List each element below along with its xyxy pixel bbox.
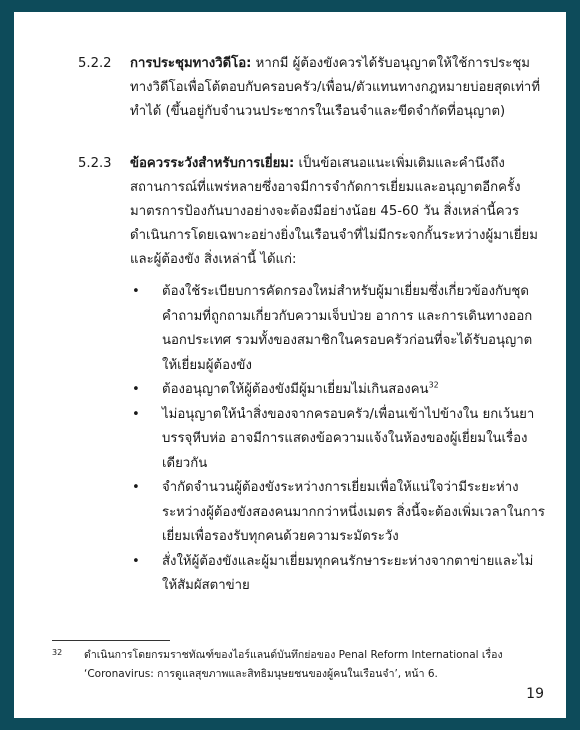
section-number: 5.2.3 [78,156,112,171]
section-text: เป็นข้อเสนอแนะเพิ่มเติมและคำนึงถึงสถานการณ์ที่แพร่หลายซึ่งอาจมีการจำกัดการเยี่ยมและอนุญาตอีกครั้ง มาตรการป้องกันบางอย่างจะต้องมีอย่างน้อย 45-60 วัน สิ่งเหล่านี้ควรดำเนินการโดยเฉพาะอย่างยิ่งในเรือนจำที่ไม่มีกระจกกั้นระหว่างผู้มาเยี่ยมและผู้ต้องขัง สิ่งเหล่านี้ ได้แก่: [130,156,538,267]
footnote [52,646,548,684]
section-text: หากมี ผู้ต้องขังควรได้รับอนุญาตให้ใช้การประชุมทางวิดีโอเพื่อโต้ตอบกับครอบครัว/เพื่อน/ตัวแทนทางกฎหมายบ่อยสุดเท่าที่ทำได้ (ขึ้นอยู่กับจำนวนประชากรในเรือนจำและขีดจำกัดที่อนุญาต) [130,56,541,119]
bullet-icon: • [132,406,140,422]
list-item [132,280,546,378]
section-body [130,52,548,124]
list-item-text: ต้องอนุญาตให้ผู้ต้องขังมีผู้มาเยี่ยมไม่เกินสองคน [162,382,429,397]
footnote-mark: 32 [52,648,63,657]
footnote-text: ดำเนินการโดยกรมราชทัณฑ์ของไอร์แลนด์บันทึกย่อของ Penal Reform International เรื่อง ‘Coronavirus: การดูแลสุขภาพและสิทธิมนุษยชนของผู้คนในเรือนจำ’, หน้า 6. [84,649,503,680]
section-heading: การประชุมทางวิดีโอ: [130,56,252,71]
list-item-text: สั่งให้ผู้ต้องขังและผู้มาเยี่ยมทุกคนรักษาระยะห่างจากตาข่ายและไม่ให้สัมผัสตาข่าย [162,553,534,593]
bullet-icon: • [132,480,140,495]
bullet-icon: • [132,553,140,569]
section-body [130,152,548,272]
section-heading: ข้อควรระวังสำหรับการเยี่ยม: [130,156,295,171]
list-item [132,378,546,403]
bullet-list [132,280,546,599]
section-5-2-2 [78,52,548,124]
footnote-ref[interactable]: 32 [428,380,439,390]
page-number: 19 [526,686,544,702]
list-item-text: จำกัดจำนวนผู้ต้องขังระหว่างการเยี่ยมเพื่อให้แน่ใจว่ามีระยะห่างระหว่างผู้ต้องขังสองคนมากกว่าหนึ่งเมตร สิ่งนี้จะต้องเพิ่มเวลาในการเยี่ยมเพื่อรองรับทุกคนด้วยความระมัดระวัง [162,480,545,544]
section-number: 5.2.2 [78,56,112,71]
list-item [132,550,546,599]
list-item-text: ไม่อนุญาตให้นำสิ่งของจากครอบครัว/เพื่อนเข้าไปข้างใน ยกเว้นยาบรรจุหีบห่อ อาจมีการแสดงข้อความแจ้งในห้องของผู้เยี่ยมในเรื่องเดียวกัน [162,406,535,471]
list-item [132,476,546,550]
section-5-2-3 [78,152,548,272]
bullet-icon: • [132,284,140,299]
list-item [132,403,546,477]
bullet-icon: • [132,382,140,397]
list-item-text: ต้องใช้ระเบียบการคัดกรองใหม่สำหรับผู้มาเยี่ยมซึ่งเกี่ยวข้องกับชุดคำถามที่ถูกถามเกี่ยวกับความเจ็บป่วย อาการ และการเดินทางออกนอกประเทศ รวมทั้งของสมาชิกในครอบครัวก่อนที่จะได้รับอนุญาตให้เยี่ยมผู้ต้องขัง [162,284,533,373]
document-page [14,12,566,718]
footnote-divider [52,640,170,641]
